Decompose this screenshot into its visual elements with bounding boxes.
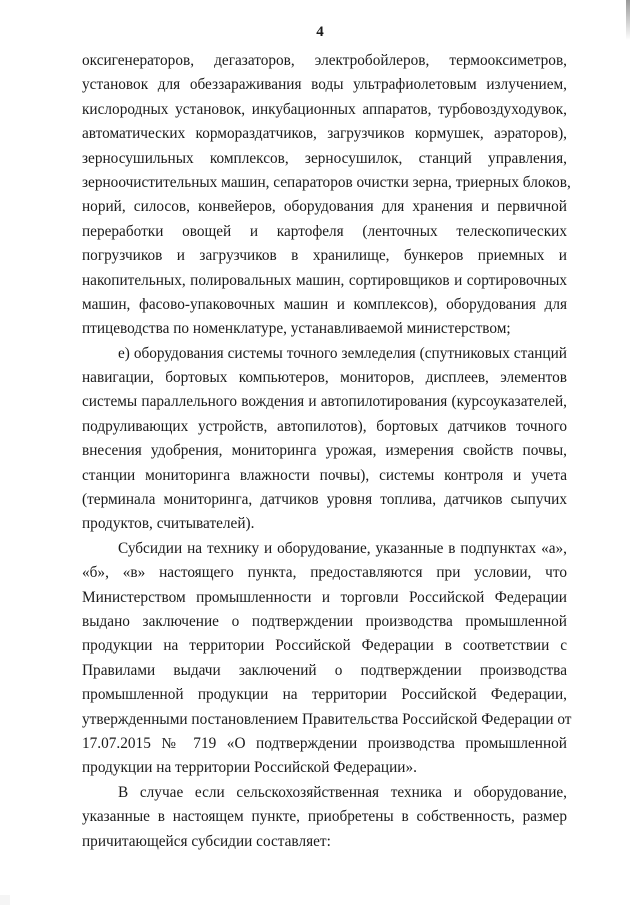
text-line: норий, силосов, конвейеров, оборудования для хранения и первичной: [82, 198, 567, 216]
text-line: системы параллельного вождения и автопилотирования (курсоуказателей,: [82, 393, 567, 411]
text-line: продуктов, считывателей).: [82, 515, 255, 533]
paragraph-continuation: [82, 49, 571, 342]
text-line: навигации, бортовых компьютеров, мониторов, дисплеев, элементов: [82, 369, 567, 387]
document-body: [82, 49, 572, 854]
text-line: внесения удобрения, мониторинга урожая, измерения свойств почвы,: [82, 442, 567, 460]
text-line: автоматических кормораздатчиков, загрузчиков кормушек, аэраторов),: [82, 125, 567, 143]
text-line: продукции на территории Российской Федерации».: [82, 759, 417, 777]
text-line: В случае если сельскохозяйственная техника и оборудование,: [118, 783, 567, 801]
text-line: указанные в настоящем пункте, приобретены в собственность, размер: [82, 808, 567, 826]
paragraph-subsidy-amount: [82, 781, 567, 854]
text-line: зерносушильных комплексов, зерносушилок, станций управления,: [82, 149, 567, 167]
text-line: продукции на территории Российской Федерации в соответствии с: [82, 637, 567, 655]
text-line: (терминала мониторинга, датчиков уровня топлива, датчиков сыпучих: [82, 491, 567, 509]
text-line: Правилами выдачи заключений о подтверждении производства: [82, 661, 567, 679]
text-line: накопительных, полировальных машин, сортировщиков и сортировочных: [82, 271, 567, 289]
text-line: кислородных установок, инкубационных аппаратов, турбовоздуходувок,: [82, 100, 567, 118]
scan-artifact: [0, 895, 10, 905]
text-line: оксигенераторов, дегазаторов, электробойлеров, термооксиметров,: [82, 52, 567, 69]
text-line: переработки овощей и картофеля (ленточных телескопических: [82, 222, 567, 240]
page-number: 4: [316, 24, 324, 40]
text-line: машин, фасово-упаковочных машин и комплексов), оборудования для: [82, 295, 567, 313]
text-line: выдано заключение о подтверждении производства промышленной: [82, 612, 567, 630]
paragraph-subsidy-condition: [82, 537, 572, 781]
text-line: подруливающих устройств, автопилотов), бортовых датчиков точного: [82, 417, 567, 435]
text-line: Министерством промышленности и торговли Российской Федерации: [82, 588, 567, 606]
text-line: станции мониторинга влажности почвы), системы контроля и учета: [82, 466, 567, 484]
text-line: утвержденными постановлением Правительства Российской Федерации от: [82, 710, 572, 728]
text-line: 17.07.2015 № 719 «О подтверждении производства промышленной: [82, 734, 567, 752]
text-line: установок для обеззараживания воды ультрафиолетовым излучением,: [82, 76, 567, 94]
text-line: птицеводства по номенклатуре, устанавливаемой министерством;: [82, 320, 511, 338]
text-line: е) оборудования системы точного земледелия (спутниковых станций: [118, 344, 567, 362]
text-line: промышленной продукции на территории Российской Федерации,: [82, 686, 567, 704]
text-line: погрузчиков и загрузчиков в хранилище, бункеров приемных и: [82, 247, 567, 265]
text-line: причитающейся субсидии составляет:: [82, 832, 331, 850]
text-line: зерноочистительных машин, сепараторов очистки зерна, триерных блоков,: [82, 173, 571, 191]
text-line: «б», «в» настоящего пункта, предоставляются при условии, что: [82, 564, 567, 582]
paragraph-item-e: [82, 342, 567, 537]
text-line: Субсидии на технику и оборудование, указанные в подпунктах «а»,: [118, 539, 567, 557]
